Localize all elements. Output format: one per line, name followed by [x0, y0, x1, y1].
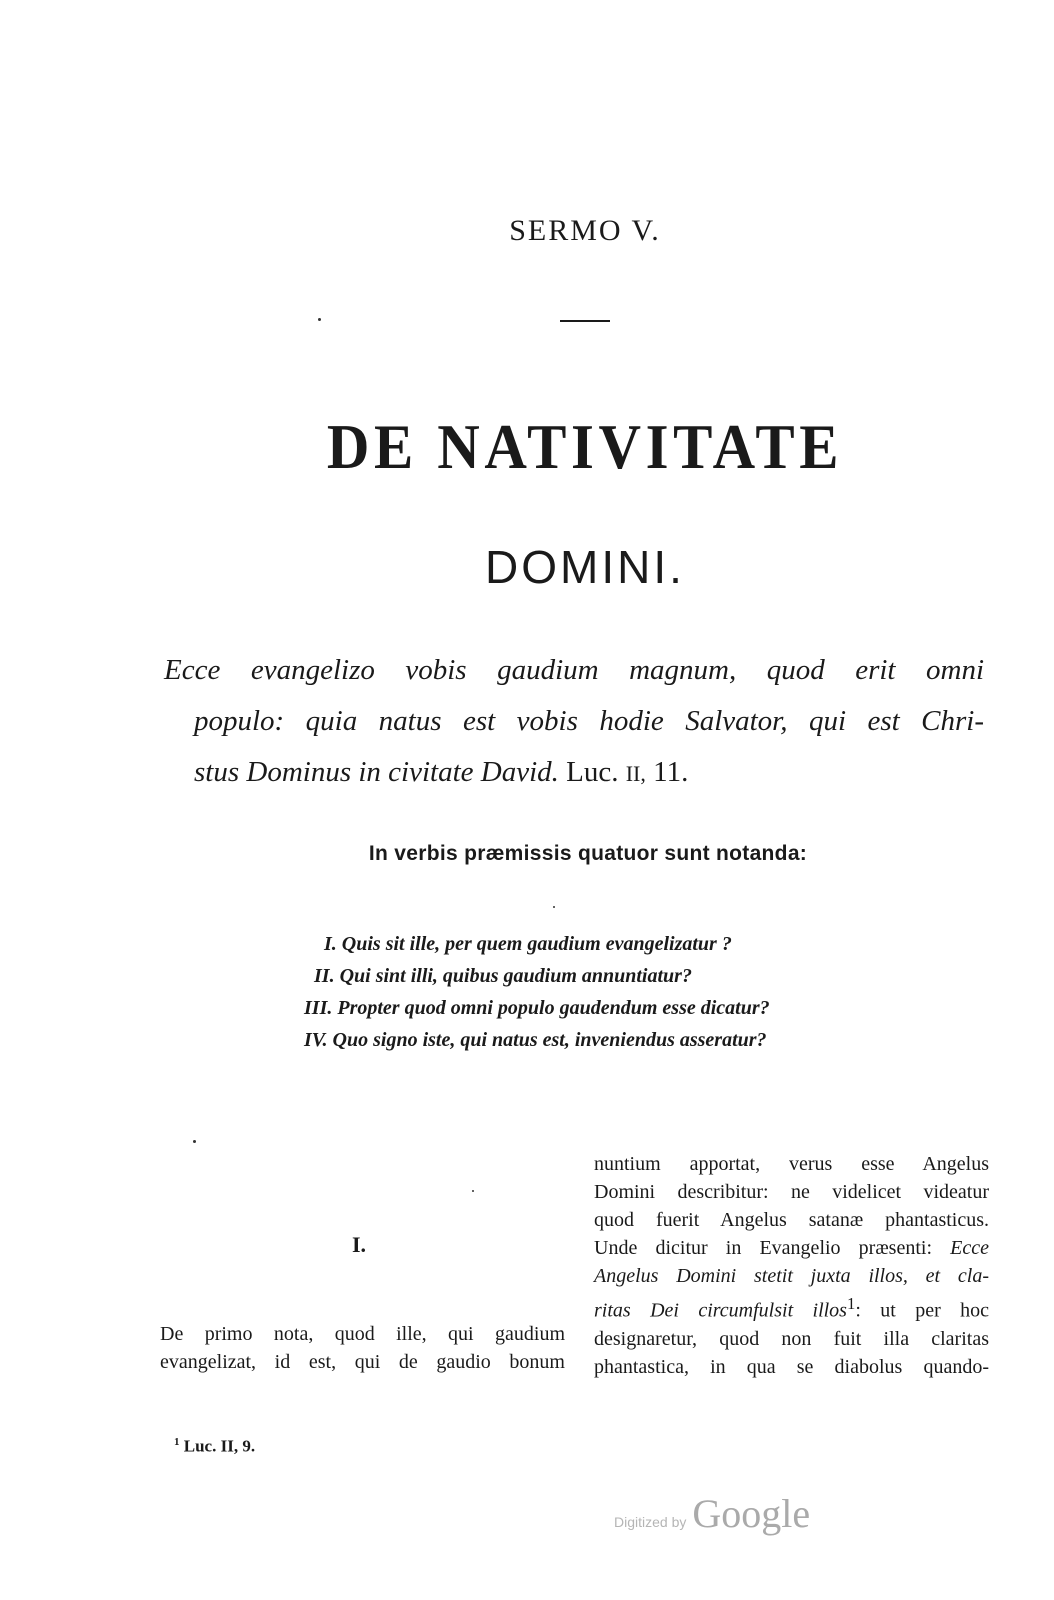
google-logo: Google [692, 1491, 811, 1536]
print-speck [318, 318, 321, 321]
right-column-roman: : ut per hoc [855, 1299, 989, 1322]
reference-chapter: II, [625, 761, 646, 786]
print-speck [553, 906, 555, 908]
right-column-italic: ritas Dei circumfulsit illos [594, 1299, 847, 1322]
epigraph-line-3-text: stus Dominus in civitate David. [194, 756, 559, 788]
right-column-line: Domini describitur: ne videlicet videatur [594, 1181, 989, 1203]
print-speck [193, 1140, 196, 1143]
right-column-italic: Ecce [950, 1237, 990, 1259]
footnote [174, 1436, 255, 1457]
epigraph-line-3 [164, 747, 984, 799]
reference-verse: 11. [653, 756, 689, 788]
right-column-line: designaretur, quod non fuit illa claritas [594, 1327, 989, 1350]
right-column-line [594, 1234, 989, 1262]
question-item: IV. Quo signo iste, qui natus est, inveniendus asseratur? [304, 1029, 767, 1051]
footnote-mark: 1 [174, 1436, 180, 1448]
epigraph-reference [566, 756, 688, 788]
question-item: III. Propter quod omni populo gaudendum esse dicatur? [304, 997, 770, 1019]
heading-rule [560, 320, 610, 322]
left-column-line: De primo nota, quod ille, qui gaudium [160, 1323, 565, 1345]
footnote-marker: 1 [846, 1294, 856, 1313]
right-column-line [594, 1290, 989, 1325]
reference-book: Luc. [566, 756, 619, 788]
digitized-watermark [614, 1490, 810, 1537]
footnote-text: Luc. II, 9. [183, 1436, 256, 1456]
epigraph-line-2: populo: quia natus est vobis hodie Salvator, qui est Chri- [194, 705, 984, 737]
questions-list [304, 928, 904, 1056]
epigraph-line-1: Ecce evangelizo vobis gaudium magnum, quod erit omni [164, 654, 984, 686]
page-subtitle: DOMINI. [485, 541, 685, 593]
right-column-roman: Unde dicitur in Evangelio præsenti: [594, 1237, 933, 1259]
right-column-text [594, 1150, 989, 1381]
print-speck [472, 1190, 474, 1192]
digitized-label: Digitized by [614, 1514, 687, 1530]
question-item: I. Quis sit ille, per quem gaudium evangelizatur ? [324, 933, 732, 955]
intro-sentence: In verbis præmissis quatuor sunt notanda: [368, 842, 808, 865]
right-column-line [594, 1262, 989, 1290]
right-column-line: phantastica, in qua se diabolus quando- [594, 1355, 989, 1378]
left-column-line: evangelizat, id est, qui de gaudio bonum [160, 1351, 565, 1373]
left-column-text [160, 1320, 565, 1376]
right-column-line: quod fuerit Angelus satanæ phantasticus. [594, 1209, 989, 1231]
right-column-italic: Angelus Domini stetit juxta illos, et cla- [594, 1265, 989, 1287]
page-title: DE NATIVITATE [326, 411, 844, 482]
epigraph-quote [164, 645, 984, 799]
section-number: I. [352, 1232, 367, 1257]
right-column-line: nuntium apportat, verus esse Angelus [594, 1153, 989, 1175]
question-item: II. Qui sint illi, quibus gaudium annuntiatur? [314, 965, 692, 987]
sermon-number-heading: SERMO V. [509, 214, 661, 247]
